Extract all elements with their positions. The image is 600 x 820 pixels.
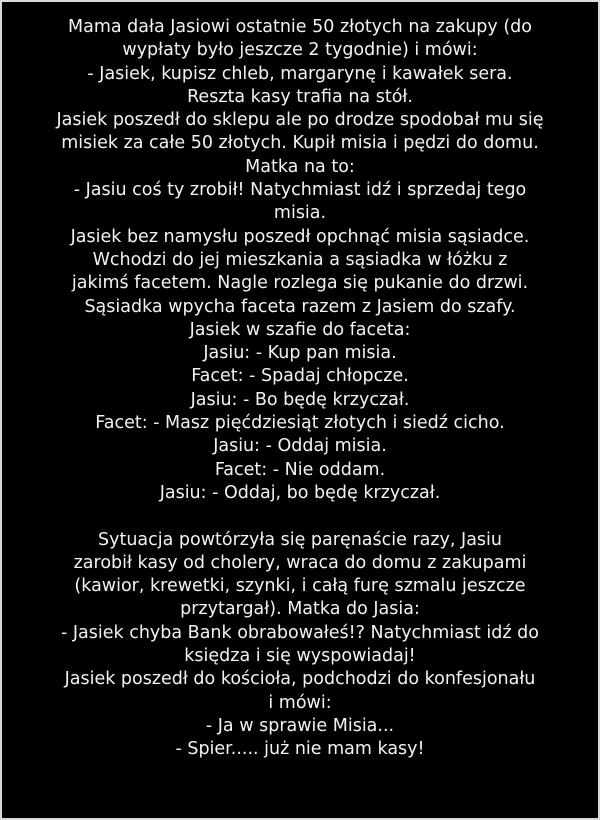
story-line: Jasiek w szafie do faceta: xyxy=(189,319,411,340)
story-line: Jasiu: - Kup pan misia. xyxy=(203,343,397,364)
paragraph-gap xyxy=(10,505,590,528)
story-line: i mówi: xyxy=(268,692,332,713)
story-line: misiek za całe 50 złotych. Kupił misia i pędzi do domu. xyxy=(61,133,539,154)
story-text xyxy=(10,16,590,762)
story-line: Jasiu: - Bo będę krzyczał. xyxy=(190,389,410,410)
story-line: Wchodzi do jej mieszkania a sąsiadka w łóżku z xyxy=(92,249,508,270)
story-line: księdza i się wyspowiadaj! xyxy=(184,646,416,667)
story-line: - Jasiek, kupisz chleb, margarynę i kawałek sera. xyxy=(87,63,513,84)
story-line: Sytuacja powtórzyła się paręnaście razy, Jasiu xyxy=(98,529,502,550)
story-line: Facet: - Spadaj chłopcze. xyxy=(191,366,409,387)
story-line: misia. xyxy=(273,203,327,224)
story-line: Facet: - Masz pięćdziesiąt złotych i siedź cicho. xyxy=(95,413,505,434)
story-line: Jasiu: - Oddaj misia. xyxy=(213,436,387,457)
story-line: Jasiu: - Oddaj, bo będę krzyczał. xyxy=(159,482,441,503)
story-line: Reszta kasy trafia na stół. xyxy=(187,86,413,107)
story-line: Matka na to: xyxy=(245,156,355,177)
story-line: - Ja w sprawie Misia... xyxy=(205,715,395,736)
story-line: - Spier..... już nie mam kasy! xyxy=(175,739,425,760)
story-line: - Jasiu coś ty zrobił! Natychmiast idź i sprzedaj tego xyxy=(73,180,527,201)
story-line: Jasiek poszedł do sklepu ale po drodze spodobał mu się xyxy=(56,110,544,131)
story-line: Jasiek poszedł do kościoła, podchodzi do konfesjonału xyxy=(64,669,536,690)
story-line: jakimś facetem. Nagle rozlega się pukanie do drzwi. xyxy=(71,273,529,294)
story-line: Facet: - Nie oddam. xyxy=(214,459,386,480)
story-line: - Jasiek chyba Bank obrabowałeś!? Natychmiast idź do xyxy=(61,622,539,643)
story-line: Jasiek bez namysłu poszedł opchnąć misia sąsiadce. xyxy=(70,226,530,247)
story-line: zarobił kasy od cholery, wraca do domu z zakupami xyxy=(73,552,527,573)
story-line: Sąsiadka wpycha faceta razem z Jasiem do szafy. xyxy=(84,296,516,317)
story-line: wypłaty było jeszcze 2 tygodnie) i mówi: xyxy=(122,40,478,61)
story-line: przytargał). Matka do Jasia: xyxy=(180,599,420,620)
story-line: (kawior, krewetki, szynki, i całą furę szmalu jeszcze xyxy=(74,576,526,597)
story-line: Mama dała Jasiowi ostatnie 50 złotych na zakupy (do xyxy=(68,17,532,37)
